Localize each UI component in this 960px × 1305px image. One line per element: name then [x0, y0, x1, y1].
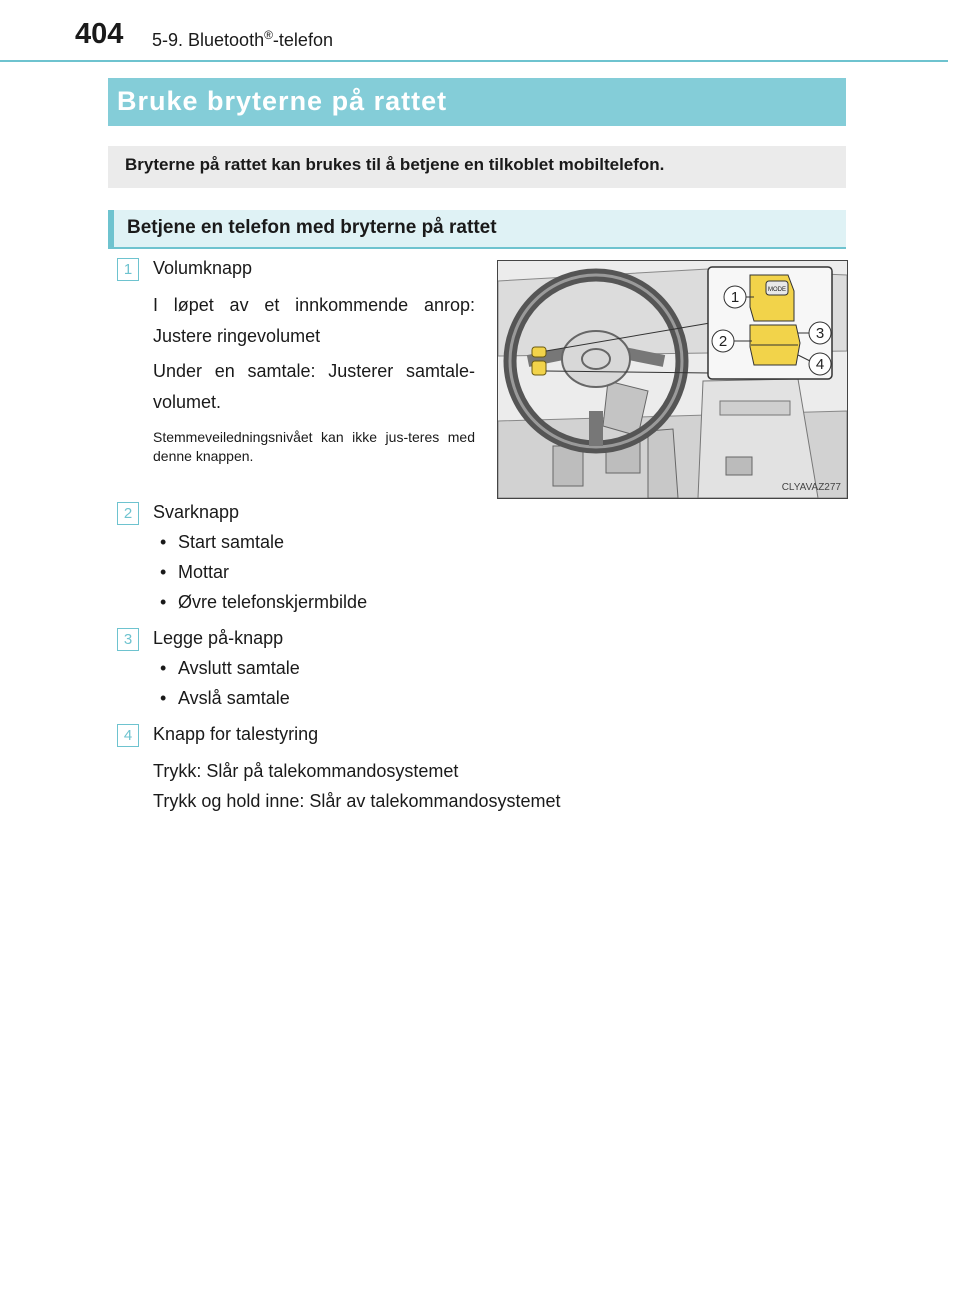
- steering-wheel-illustration: [498, 261, 847, 498]
- intro-text: Bryterne på rattet kan brukes til å betjene en tilkoblet mobiltelefon.: [125, 155, 665, 174]
- item-1-paragraph-2: Under en samtale: Justerer samtale-volumet.: [153, 361, 475, 412]
- item-4-paragraph-2: Trykk og hold inne: Slår av talekommandosystemet: [153, 791, 561, 811]
- item-label-talk: Knapp for talestyring: [153, 724, 319, 744]
- header-rule: [0, 60, 948, 62]
- item-number-1: 1: [117, 258, 139, 281]
- steering-switch-figure: [497, 260, 848, 499]
- registered-mark: ®: [264, 28, 273, 42]
- item-2-bullet-2: • Mottar: [160, 562, 230, 582]
- mode-switch-label: MODE: [768, 287, 786, 293]
- item-1-note: Stemmeveiledningsnivået kan ikke jus-teres med denne knappen.: [153, 429, 475, 464]
- page-header: [0, 0, 960, 62]
- page-number: 404: [75, 18, 124, 50]
- item-3-bullet-1: • Avslutt samtale: [160, 658, 300, 678]
- section-banner: [108, 78, 846, 126]
- section-title: Bruke bryterne på rattet: [117, 86, 448, 116]
- item-label-volume: Volumknapp: [153, 258, 253, 278]
- item-label-answer: Svarknapp: [153, 502, 240, 522]
- item-4-paragraph-1: Trykk: Slår på talekommandosystemet: [153, 761, 459, 781]
- item-number-4: 4: [117, 724, 139, 747]
- item-number-2: 2: [117, 502, 139, 525]
- chapter-title: [152, 28, 333, 51]
- item-2-bullet-3: • Øvre telefonskjermbilde: [160, 592, 368, 612]
- subsection-banner: [108, 210, 846, 249]
- item-3-bullet-2: • Avslå samtale: [160, 688, 290, 708]
- item-2-bullet-1: • Start samtale: [160, 532, 285, 552]
- item-number-3: 3: [117, 628, 139, 651]
- subsection-accent-bar: [108, 210, 114, 247]
- item-1-paragraph-1: I løpet av et innkommende anrop: Justere ringevolumet: [153, 295, 475, 346]
- figure-code: CLYAVAZ277: [781, 482, 841, 493]
- chapter-prefix: 5-9. Bluetooth: [152, 30, 265, 50]
- intro-box: [108, 146, 846, 188]
- callout-1: 1: [730, 289, 740, 306]
- chapter-suffix: -telefon: [272, 30, 333, 50]
- subsection-title: Betjene en telefon med bryterne på rattet: [127, 217, 497, 238]
- callout-4: 4: [815, 356, 825, 373]
- callout-3: 3: [815, 325, 825, 342]
- item-label-hang-up: Legge på-knapp: [153, 628, 284, 648]
- callout-2: 2: [718, 333, 728, 350]
